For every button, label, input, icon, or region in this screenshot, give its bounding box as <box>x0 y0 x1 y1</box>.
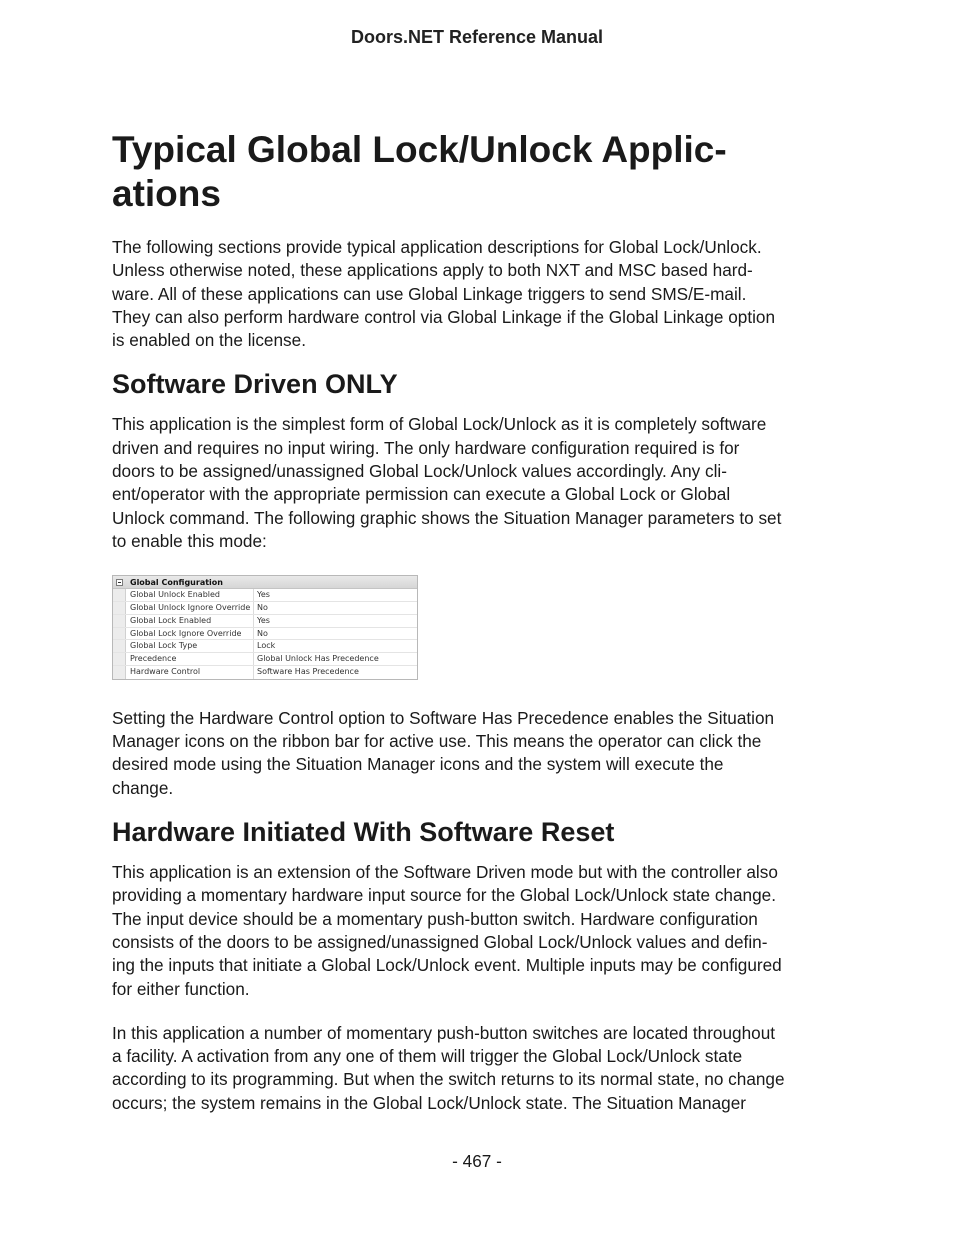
running-header: Doors.NET Reference Manual <box>350 27 604 47</box>
hardware-control-paragraph <box>112 707 847 800</box>
grid-row[interactable] <box>113 615 417 628</box>
text-line: Unless otherwise noted, these applications apply to both NXT and MSC based hard- <box>112 260 753 281</box>
property-name: Global Lock Type <box>126 640 254 652</box>
text-line: ent/operator with the appropriate permission can execute a Global Lock or Global <box>112 484 731 505</box>
text-line: The following sections provide typical application descriptions for Global Lock/Unlock. <box>112 237 762 257</box>
property-value[interactable]: Global Unlock Has Precedence <box>257 654 379 664</box>
global-configuration-grid <box>112 575 418 680</box>
grid-category-title: Global Configuration <box>130 577 223 587</box>
section-heading-software-driven: Software Driven ONLY <box>112 369 398 400</box>
text-line: occurs; the system remains in the Global Lock/Unlock state. The Situation Manager <box>112 1092 747 1113</box>
intro-paragraph <box>112 236 847 352</box>
push-button-paragraph <box>112 1022 847 1115</box>
property-value[interactable]: No <box>257 603 268 613</box>
text-line: to enable this mode: <box>112 530 267 551</box>
property-name: Precedence <box>126 653 254 665</box>
property-value[interactable]: Lock <box>257 641 276 651</box>
text-line: Manager icons on the ribbon bar for active use. This means the operator can click the <box>112 731 762 752</box>
text-line: doors to be assigned/unassigned Global Lock/Unlock values accordingly. Any cli- <box>112 461 727 482</box>
section-heading-hardware-initiated: Hardware Initiated With Software Reset <box>112 817 615 848</box>
collapse-minus-icon[interactable] <box>116 579 123 586</box>
page-number: - 467 - <box>452 1151 502 1171</box>
grid-row[interactable] <box>113 666 417 679</box>
text-line: desired mode using the Situation Manager icons and the system will execute the <box>112 754 724 775</box>
page-title-line: ations <box>112 173 221 214</box>
text-line: is enabled on the license. <box>112 330 306 351</box>
text-line: driven and requires no input wiring. The only hardware configuration required is for <box>112 437 740 458</box>
text-line: for either function. <box>112 978 250 999</box>
text-line: according to its programming. But when the switch returns to its normal state, no change <box>112 1069 785 1090</box>
property-name: Global Unlock Enabled <box>126 589 254 601</box>
grid-row[interactable] <box>113 628 417 641</box>
software-driven-paragraph <box>112 413 847 553</box>
text-line: The input device should be a momentary push-button switch. Hardware configuration <box>112 908 758 929</box>
text-line: providing a momentary hardware input source for the Global Lock/Unlock state change. <box>112 885 776 906</box>
grid-row[interactable] <box>113 589 417 602</box>
property-name: Hardware Control <box>126 666 254 679</box>
grid-row[interactable] <box>113 640 417 653</box>
property-value[interactable]: Software Has Precedence <box>257 667 359 677</box>
text-line: change. <box>112 777 174 798</box>
property-value[interactable]: Yes <box>257 615 270 625</box>
property-value[interactable]: Yes <box>257 590 270 600</box>
text-line: This application is an extension of the Software Driven mode but with the controller also <box>112 862 778 883</box>
text-line: Setting the Hardware Control option to Software Has Precedence enables the Situation <box>112 707 775 728</box>
page-content <box>112 128 847 1115</box>
text-line: a facility. A activation from any one of them will trigger the Global Lock/Unlock state <box>112 1046 743 1067</box>
text-line: consists of the doors to be assigned/unassigned Global Lock/Unlock values and defin- <box>112 931 768 952</box>
property-name: Global Lock Enabled <box>126 615 254 627</box>
property-value[interactable]: No <box>257 628 268 638</box>
grid-row[interactable] <box>113 653 417 666</box>
text-line: They can also perform hardware control via Global Linkage if the Global Linkage option <box>112 306 776 327</box>
grid-row[interactable] <box>113 602 417 615</box>
text-line: ware. All of these applications can use Global Linkage triggers to send SMS/E-mail. <box>112 283 747 304</box>
text-line: ing the inputs that initiate a Global Lock/Unlock event. Multiple inputs may be configured <box>112 955 782 976</box>
property-name: Global Lock Ignore Override <box>126 628 254 640</box>
property-name: Global Unlock Ignore Override <box>126 602 254 614</box>
grid-category-header[interactable] <box>113 576 417 589</box>
hardware-initiated-paragraph <box>112 861 847 1001</box>
page-title-line: Typical Global Lock/Unlock Applic- <box>112 129 727 170</box>
text-line: Unlock command. The following graphic shows the Situation Manager parameters to set <box>112 507 782 528</box>
page-title <box>112 128 847 216</box>
text-line: In this application a number of momentary push-button switches are located throughout <box>112 1022 776 1043</box>
text-line: This application is the simplest form of Global Lock/Unlock as it is completely software <box>112 414 767 435</box>
